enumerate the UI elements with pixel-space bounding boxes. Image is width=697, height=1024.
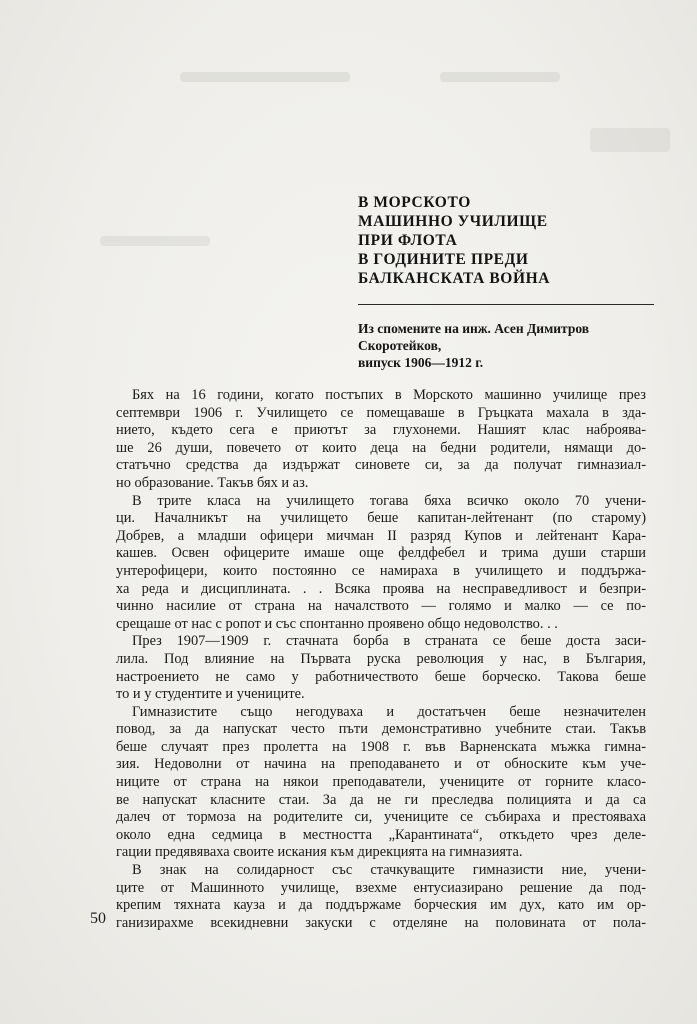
body-line: повод, за да напускат често пъти демонстративно учебните стаи. Такъв <box>116 721 646 738</box>
body-line: кашев. Освен офицерите имаше още фелдфебел и трима души старши <box>116 545 646 562</box>
article-title <box>358 193 658 288</box>
body-line: ци. Началникът на училището беше капитан-лейтенант (по старому) <box>116 510 646 527</box>
body-line: септември 1906 г. Училището се помещаваше в Гръцката махала в зда- <box>116 404 646 421</box>
body-line: ците от Машинното училище, взехме ентусиазирано решение да под- <box>116 879 646 896</box>
title-line: ПРИ ФЛОТА <box>358 232 458 249</box>
byline-line: Из спомените на инж. Асен Димитров <box>358 321 590 336</box>
body-line: ха реда и дисциплината. . . Всяка проява на несправедливост и безпри- <box>116 580 646 597</box>
body-line: Бях на 16 години, когато постъпих в Морското машинно училище през <box>132 387 646 403</box>
title-line: БАЛКАНСКАТА ВОЙНА <box>358 270 551 287</box>
body-line: В знак на солидарност със стачкуващите гимназисти ние, учени- <box>132 862 646 879</box>
body-line: то и у студентите и учениците. <box>116 686 305 703</box>
show-through-smudge <box>180 72 350 82</box>
body-line: зия. Недоволни от начина на преподаването и от обноските към уче- <box>116 756 646 773</box>
body-line: ниците от страна на някои преподаватели, учениците от горните класо- <box>116 774 646 791</box>
page-number: 50 <box>90 910 106 927</box>
title-line: МАШИННО УЧИЛИЩЕ <box>358 213 548 230</box>
body-line: Добрев, а младши офицери мичман II разряд Купов и лейтенант Кара- <box>116 527 646 544</box>
body-line: ганизирахме всекидневни закуски с отделяне на половината от пола- <box>116 914 646 931</box>
body-line: около една седмица в местността „Карантината“, откъдето чрез деле- <box>116 826 646 843</box>
show-through-smudge <box>440 72 560 82</box>
body-line: нието, където сега е приютът за глухонеми. Нашият клас наброява- <box>116 422 646 439</box>
byline-line: Скоротейков, <box>358 338 442 353</box>
byline-line: випуск 1906—1912 г. <box>358 355 484 370</box>
body-line: чинно насилие от страна на началството — голямо и малко — се по- <box>116 598 646 615</box>
body-line: но образование. Такъв бях и аз. <box>116 474 309 491</box>
show-through-smudge <box>590 128 670 152</box>
body-line: В трите класа на училището тогава бяха всичко около 70 учени- <box>132 492 646 509</box>
body-line: срещаше от нас с ропот и със спонтанно проявено общо недоволство. . . <box>116 615 558 632</box>
title-line: В ГОДИНИТЕ ПРЕДИ <box>358 251 529 268</box>
body-line: далеч от тормоза на родителите си, учениците се събираха и престояваха <box>116 809 646 826</box>
body-line: статъчно средства да издържат синовете си, за да получат гимназиал- <box>116 457 646 474</box>
body-line: Гимназистите също негодуваха и достатъчен беше незначителен <box>132 703 646 720</box>
body-line: крепим тяхната кауза и да поддържаме борческия им дух, като им ор- <box>116 897 646 914</box>
title-divider <box>358 304 654 305</box>
article-body <box>116 387 646 932</box>
body-line: ве напускат класните стаи. За да не ги преследва полицията и да са <box>116 791 646 808</box>
author-byline <box>358 320 678 371</box>
body-line: лила. Под влияние на Първата руска революция у нас, в България, <box>116 650 646 667</box>
body-line: ше 26 души, повечето от които деца на бедни родители, нямащи до- <box>116 439 646 456</box>
body-line: беше случаят през пролетта на 1908 г. във Варненската мъжка гимна- <box>116 738 646 755</box>
body-line: През 1907—1909 г. стачната борба в страната се беше доста заси- <box>132 633 646 650</box>
show-through-smudge <box>100 236 210 246</box>
body-line: унтерофицери, които постоянно се намираха в училището и поддържа- <box>116 562 646 579</box>
title-line: В МОРСКОТО <box>358 194 471 211</box>
body-line: гации предявяваха своите искания към дирекцията на гимназията. <box>116 844 523 861</box>
body-line: настроението не само у работничеството беше борческо. Такова беше <box>116 668 646 685</box>
